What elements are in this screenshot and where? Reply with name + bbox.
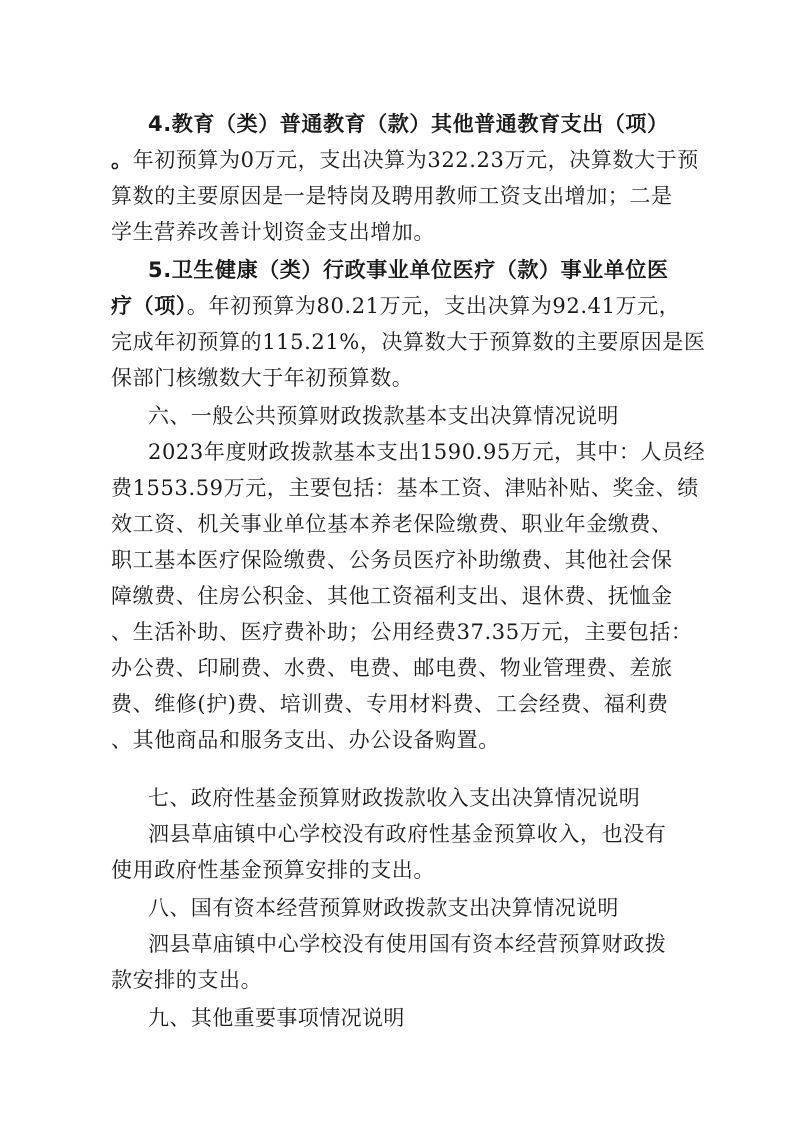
section-8-heading: 八、国有资本经营预算财政拨款支出决算情况说明 xyxy=(148,896,619,920)
section-8-line-1: 泗县草庙镇中心学校没有使用国有资本经营预算财政拨 xyxy=(148,932,667,956)
paragraph-4-text: 年初预算为0万元，支出决算为322.23万元，决算数大于预 xyxy=(132,148,699,172)
paragraph-5-line-1 xyxy=(148,256,669,284)
section-6-line-9: 、其他商品和服务支出、办公设备购置。 xyxy=(111,728,500,752)
paragraph-5-line-3: 完成年初预算的115.21%，决算数大于预算数的主要原因是医 xyxy=(111,330,706,354)
paragraph-5-text: 。年初预算为80.21万元，支出决算为92.41万元， xyxy=(186,294,681,318)
paragraph-4-line-1 xyxy=(148,110,669,138)
section-7-line-1: 泗县草庙镇中心学校没有政府性基金预算收入，也没有 xyxy=(148,822,667,846)
section-6-line-7: 办公费、印刷费、水费、电费、邮电费、物业管理费、差旅 xyxy=(111,656,673,680)
paragraph-4-bold-title: 4.教育（类）普通教育（款）其他普通教育支出（项） xyxy=(148,112,669,136)
paragraph-4-bold-tail: 。 xyxy=(111,148,133,172)
section-6-line-3: 效工资、机关事业单位基本养老保险缴费、职业年金缴费、 xyxy=(111,512,673,536)
section-7-heading: 七、政府性基金预算财政拨款收入支出决算情况说明 xyxy=(148,786,641,810)
section-6-line-5: 障缴费、住房公积金、其他工资福利支出、退休费、抚恤金 xyxy=(111,584,673,608)
section-9-heading: 九、其他重要事项情况说明 xyxy=(148,1006,405,1030)
section-6-line-4: 职工基本医疗保险缴费、公务员医疗补助缴费、其他社会保 xyxy=(111,548,673,572)
section-6-line-8: 费、维修(护)费、培训费、专用材料费、工会经费、福利费 xyxy=(111,692,669,716)
section-6-line-1: 2023年度财政拨款基本支出1590.95万元，其中：人员经 xyxy=(148,440,706,464)
section-6-line-2: 费1553.59万元，主要包括：基本工资、津贴补贴、奖金、绩 xyxy=(111,476,699,500)
paragraph-4-line-2 xyxy=(111,146,699,174)
paragraph-5-line-4: 保部门核缴数大于年初预算数。 xyxy=(111,366,414,390)
paragraph-5-line-2 xyxy=(111,292,680,320)
section-6-heading: 六、一般公共预算财政拨款基本支出决算情况说明 xyxy=(148,404,619,428)
paragraph-5-bold-title: 5.卫生健康（类）行政事业单位医疗（款）事业单位医 xyxy=(148,258,669,282)
paragraph-4-line-4: 学生营养改善计划资金支出增加。 xyxy=(111,220,435,244)
section-8-line-2: 款安排的支出。 xyxy=(111,968,263,992)
paragraph-4-line-3: 算数的主要原因是一是特岗及聘用教师工资支出增加；二是 xyxy=(111,184,673,208)
section-6-line-6: 、生活补助、医疗费补助；公用经费37.35万元，主要包括： xyxy=(111,620,693,644)
section-7-line-2: 使用政府性基金预算安排的支出。 xyxy=(111,858,435,882)
paragraph-5-bold-tail: 疗（项） xyxy=(111,294,187,318)
